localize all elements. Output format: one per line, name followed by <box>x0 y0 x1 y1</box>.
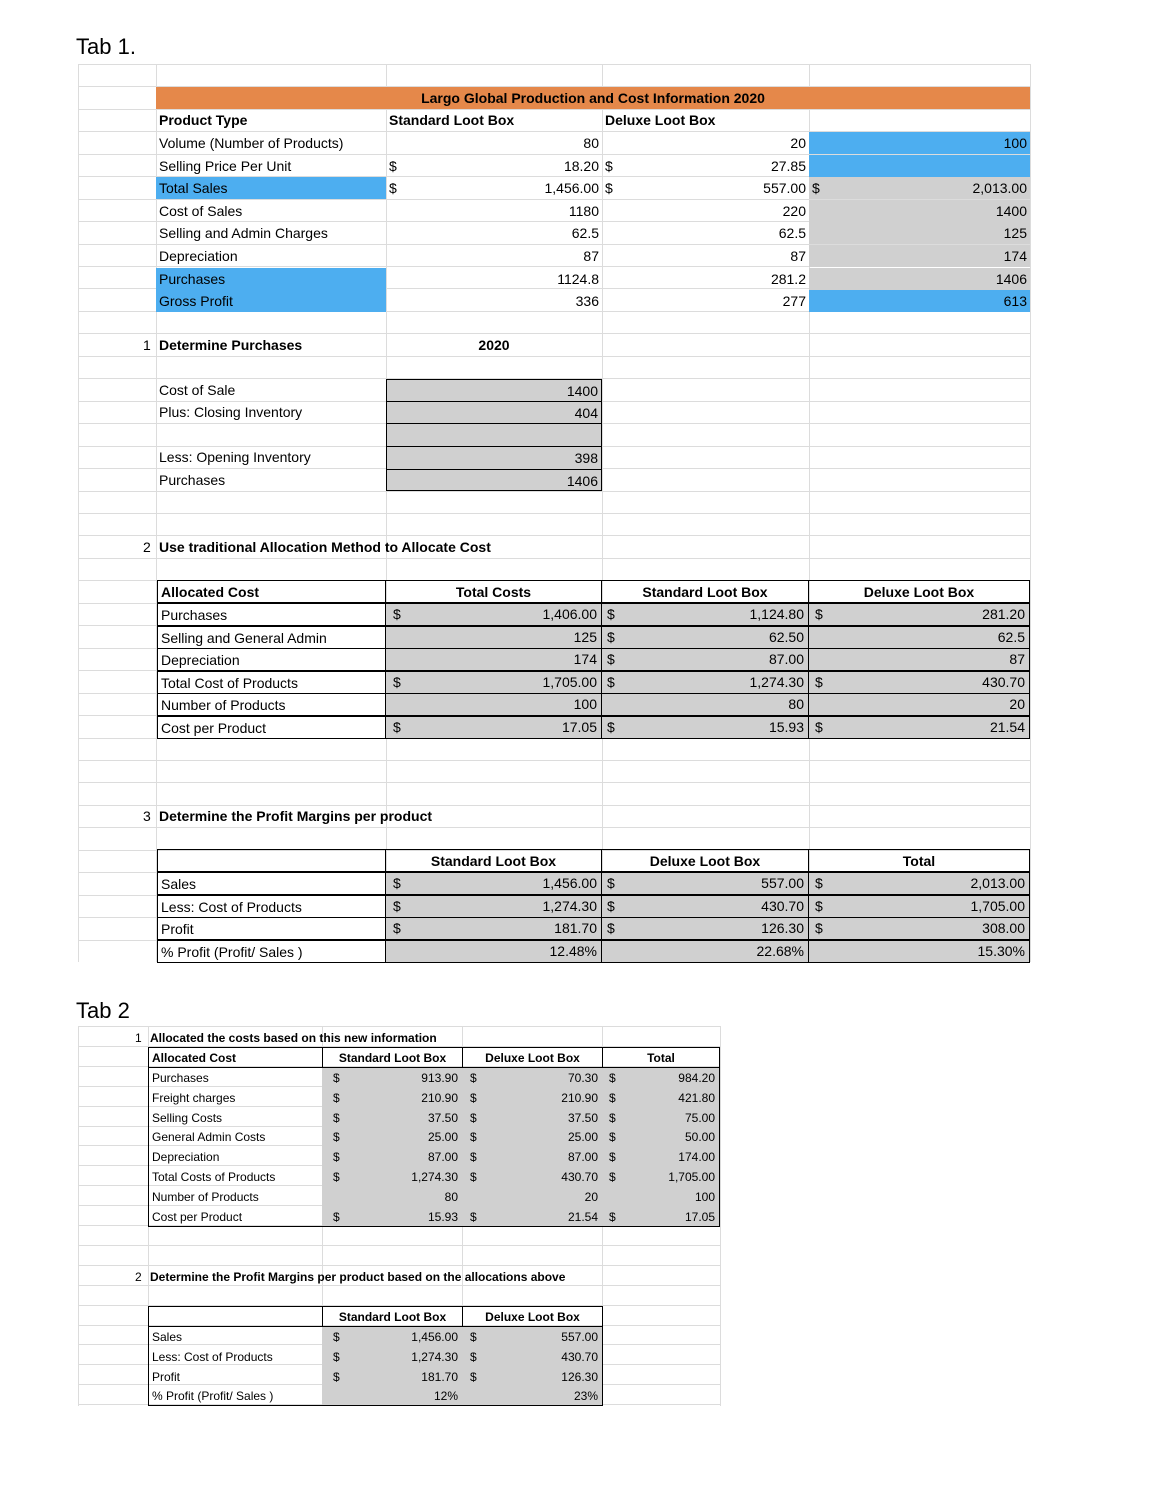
profit-header-total: Total <box>808 849 1030 872</box>
t2-section1-title: Allocated the costs based on this new information <box>150 1031 437 1045</box>
t1-row-dlx-value: 62.5 <box>778 225 806 242</box>
s3-row-label: Profit <box>157 917 386 940</box>
t2s1-row-std-value: 87.00 <box>427 1150 458 1165</box>
profit-header-standard: Standard Loot Box <box>385 849 602 872</box>
s3-row-dlx-currency: $ <box>607 920 615 936</box>
t1-row-total-currency: $ <box>812 180 820 197</box>
t2s1-row-std-currency: $ <box>333 1170 340 1184</box>
t2s1-row-total-value: 75.00 <box>684 1110 715 1125</box>
t2s1-row-total-currency: $ <box>609 1170 616 1184</box>
s2-row-dlx-value: 87 <box>1009 651 1025 667</box>
t2s2-row-std-currency: $ <box>333 1330 340 1344</box>
t2s1-row-dlx-currency: $ <box>470 1071 477 1085</box>
t2s1-row-label: General Admin Costs <box>148 1127 323 1147</box>
s2-row-dlx-value: 430.70 <box>982 673 1025 690</box>
t2s1-row-total-currency: $ <box>609 1150 616 1165</box>
t2s2-row-label: Profit <box>148 1367 323 1387</box>
t2s1-row-label: Cost per Product <box>148 1207 323 1227</box>
s2-row-total-value: 125 <box>573 628 597 645</box>
t1-row-total-value: 125 <box>1003 225 1027 242</box>
s3-row-dlx-value: 126.30 <box>761 920 804 936</box>
t2s1-row-dlx-value: 87.00 <box>567 1150 598 1165</box>
t2s2-row-std-currency: $ <box>333 1369 340 1384</box>
t2s1-row-std-value: 25.00 <box>427 1130 458 1145</box>
s2-row-std-currency: $ <box>607 718 615 735</box>
s2-row-dlx-value: 21.54 <box>989 718 1025 735</box>
t1-row-std-value: 62.5 <box>571 225 599 242</box>
s2-row-std-currency: $ <box>607 606 615 622</box>
t1-row-label: Volume (Number of Products) <box>159 135 344 151</box>
purchases-label: Purchases <box>159 472 226 488</box>
s2-row-total-value: 1,406.00 <box>542 606 597 622</box>
t2s1-row-total-currency: $ <box>609 1071 616 1085</box>
s3-row-dlx-currency: $ <box>607 875 615 891</box>
profit-header-deluxe: Deluxe Loot Box <box>601 849 809 872</box>
t2-section1-num: 1 <box>135 1031 142 1045</box>
t2s2-row-dlx-value: 430.70 <box>561 1349 598 1364</box>
s3-row-dlx-currency: $ <box>607 897 615 914</box>
s3-row-dlx-value: 430.70 <box>761 897 804 914</box>
s2-row-total-currency: $ <box>393 673 401 690</box>
t2s1-row-dlx-value: 21.54 <box>567 1209 598 1224</box>
s2-row-label: Cost per Product <box>157 716 386 739</box>
alloc-header-total: Total Costs <box>385 580 602 603</box>
t1-row-total-value: 2,013.00 <box>972 180 1027 197</box>
t1-row-dlx-value: 27.85 <box>770 157 806 174</box>
t2-profit-header-standard: Standard Loot Box <box>322 1306 463 1327</box>
s3-row-std-currency: $ <box>393 920 401 936</box>
t2s1-row-std-currency: $ <box>333 1090 340 1105</box>
t2s1-row-std-value: 37.50 <box>427 1110 458 1125</box>
t2s1-row-std-currency: $ <box>333 1071 340 1085</box>
closing-inventory-label: Plus: Closing Inventory <box>159 404 303 420</box>
t2s1-row-dlx-currency: $ <box>470 1209 477 1224</box>
t2s1-row-label: Purchases <box>148 1068 323 1088</box>
s2-row-dlx-currency: $ <box>815 606 823 622</box>
t2s1-row-total-value: 100 <box>694 1189 715 1204</box>
t2s1-row-dlx-value: 210.90 <box>561 1090 598 1105</box>
t2s2-row-dlx-currency: $ <box>470 1369 477 1384</box>
t2s1-row-total-value: 421.80 <box>678 1090 715 1105</box>
t2s1-row-std-value: 15.93 <box>427 1209 458 1224</box>
t2s1-row-std-currency: $ <box>333 1110 340 1125</box>
s3-row-dlx-value: 557.00 <box>761 875 804 891</box>
t2s1-row-std-currency: $ <box>333 1130 340 1145</box>
t2-alloc-header-label: Allocated Cost <box>148 1047 323 1068</box>
section1-num: 1 <box>143 337 151 353</box>
s2-row-label: Number of Products <box>157 693 386 716</box>
t1-row-label: Purchases <box>156 268 386 290</box>
section3-title: Determine the Profit Margins per product <box>159 808 433 824</box>
t2s1-row-total-value: 1,705.00 <box>668 1170 715 1184</box>
t2s1-row-total-value: 984.20 <box>678 1071 715 1085</box>
cost-of-sale-value: 1400 <box>386 379 602 402</box>
tab1-label: Tab 1. <box>76 34 136 59</box>
t2s1-row-dlx-value: 70.30 <box>567 1071 598 1085</box>
purchases-value: 1406 <box>386 469 602 491</box>
s2-row-total-value: 174 <box>573 651 597 667</box>
s3-row-std-value: 12.48% <box>549 942 597 959</box>
t2-alloc-header-total: Total <box>602 1047 720 1068</box>
t2s1-row-dlx-currency: $ <box>470 1150 477 1165</box>
t2s2-row-label: Sales <box>148 1327 323 1347</box>
t2s1-row-total-value: 174.00 <box>678 1150 715 1165</box>
s2-row-std-value: 87.00 <box>768 651 804 667</box>
t1-row-std-value: 80 <box>583 135 599 151</box>
t2s1-row-total-currency: $ <box>609 1090 616 1105</box>
t1-row-label: Gross Profit <box>156 290 386 312</box>
t2s1-row-label: Total Costs of Products <box>148 1167 323 1187</box>
t1-row-total-value: 174 <box>1003 248 1027 264</box>
t2s1-row-dlx-value: 37.50 <box>567 1110 598 1125</box>
s3-row-total-value: 15.30% <box>977 942 1025 959</box>
t2-alloc-header-deluxe: Deluxe Loot Box <box>462 1047 603 1068</box>
t2s2-row-std-value: 1,274.30 <box>411 1349 458 1364</box>
s2-row-dlx-value: 20 <box>1009 696 1025 712</box>
t2s2-row-std-value: 12% <box>433 1389 458 1404</box>
t1-row-std-currency: $ <box>389 180 397 197</box>
t2s2-row-dlx-value: 23% <box>573 1389 598 1404</box>
s3-row-label: % Profit (Profit/ Sales ) <box>157 940 386 963</box>
t1-row-std-value: 1,456.00 <box>544 180 599 197</box>
t1-row-std-currency: $ <box>389 157 397 174</box>
section1-year: 2020 <box>478 337 510 353</box>
s3-row-total-currency: $ <box>815 897 823 914</box>
t2s1-row-label: Depreciation <box>148 1147 323 1167</box>
t1-row-total-cell <box>809 155 1030 177</box>
s2-row-dlx-value: 281.20 <box>982 606 1025 622</box>
t2s1-row-label: Number of Products <box>148 1187 323 1207</box>
t1-row-label: Total Sales <box>156 177 386 199</box>
s2-row-std-value: 15.93 <box>768 718 804 735</box>
s3-row-dlx-value: 22.68% <box>756 942 804 959</box>
s3-row-std-value: 181.70 <box>554 920 597 936</box>
t2s2-row-dlx-value: 126.30 <box>561 1369 598 1384</box>
section2-num: 2 <box>143 539 151 555</box>
t1-row-std-value: 336 <box>575 293 599 310</box>
opening-inventory-label: Less: Opening Inventory <box>159 449 311 465</box>
t2s1-row-dlx-currency: $ <box>470 1090 477 1105</box>
s2-row-dlx-currency: $ <box>815 673 823 690</box>
profit-header-blank <box>157 849 386 872</box>
t2s1-row-dlx-value: 25.00 <box>567 1130 598 1145</box>
t1-row-label: Selling Price Per Unit <box>159 157 292 174</box>
t1-row-std-value: 1124.8 <box>557 270 599 287</box>
t2s1-row-total-currency: $ <box>609 1110 616 1125</box>
t1-row-dlx-currency: $ <box>605 157 613 174</box>
s3-row-label: Less: Cost of Products <box>157 895 386 918</box>
section3-num: 3 <box>143 808 151 824</box>
t2s2-row-dlx-value: 557.00 <box>561 1330 598 1344</box>
t2s2-row-label: Less: Cost of Products <box>148 1347 323 1367</box>
t2s2-row-label: % Profit (Profit/ Sales ) <box>148 1386 323 1406</box>
t1-row-dlx-value: 87 <box>790 248 806 264</box>
s3-row-label: Sales <box>157 872 386 895</box>
t2s1-row-dlx-value: 430.70 <box>561 1170 598 1184</box>
t2s2-row-dlx-currency: $ <box>470 1349 477 1364</box>
product-type-header: Product Type <box>159 112 248 128</box>
s3-row-total-value: 308.00 <box>982 920 1025 936</box>
t1-row-dlx-currency: $ <box>605 180 613 197</box>
t2s1-row-total-value: 50.00 <box>684 1130 715 1145</box>
alloc-header-standard: Standard Loot Box <box>601 580 809 603</box>
s3-row-std-currency: $ <box>393 875 401 891</box>
production-title-text: Largo Global Production and Cost Information 2020 <box>421 90 765 106</box>
s3-row-total-value: 2,013.00 <box>970 875 1025 891</box>
s2-row-dlx-value: 62.5 <box>997 628 1025 645</box>
t2s2-row-std-currency: $ <box>333 1349 340 1364</box>
t1-row-total-value: 1400 <box>995 202 1027 219</box>
t1-row-total-value: 1406 <box>995 270 1027 287</box>
s2-row-std-value: 62.50 <box>768 628 804 645</box>
t2s1-row-label: Selling Costs <box>148 1108 323 1128</box>
t1-row-std-value: 1180 <box>568 202 599 219</box>
t1-row-label: Cost of Sales <box>159 202 243 219</box>
t2s2-row-dlx-currency: $ <box>470 1330 477 1344</box>
t1-row-dlx-value: 220 <box>782 202 806 219</box>
section2-title: Use traditional Allocation Method to Allocate Cost <box>159 539 491 555</box>
t2s1-row-std-currency: $ <box>333 1209 340 1224</box>
s2-row-std-currency: $ <box>607 673 615 690</box>
alloc-header-deluxe: Deluxe Loot Box <box>808 580 1030 603</box>
t1-row-label: Selling and Admin Charges <box>159 225 328 242</box>
standard-header: Standard Loot Box <box>389 112 515 128</box>
tab2-label: Tab 2 <box>76 998 130 1023</box>
t2-profit-header-deluxe: Deluxe Loot Box <box>462 1306 603 1327</box>
s3-row-std-value: 1,274.30 <box>542 897 597 914</box>
section1-title: Determine Purchases <box>159 337 303 353</box>
s2-row-std-value: 1,274.30 <box>749 673 804 690</box>
closing-inventory-value: 404 <box>386 401 602 424</box>
t2s1-row-label: Freight charges <box>148 1088 323 1108</box>
t2s2-row-std-value: 1,456.00 <box>411 1330 458 1344</box>
deluxe-header: Deluxe Loot Box <box>605 112 716 128</box>
t2s1-row-std-currency: $ <box>333 1150 340 1165</box>
t2-section2-title: Determine the Profit Margins per product based on the allocations above <box>150 1270 566 1284</box>
t2s1-row-dlx-currency: $ <box>470 1170 477 1184</box>
t1-row-total-value: 613 <box>1003 293 1027 310</box>
s3-row-std-value: 1,456.00 <box>542 875 597 891</box>
t2s1-row-dlx-value: 20 <box>584 1189 598 1204</box>
s3-row-std-currency: $ <box>393 897 401 914</box>
t1-row-std-value: 87 <box>583 248 599 264</box>
s2-row-std-value: 1,124.80 <box>749 606 804 622</box>
s2-row-total-currency: $ <box>393 718 401 735</box>
s2-row-label: Purchases <box>157 603 386 626</box>
s2-row-std-currency: $ <box>607 628 615 645</box>
t1-row-total-value: 100 <box>1003 135 1027 151</box>
t2s1-row-total-value: 17.05 <box>684 1209 715 1224</box>
t2s2-row-std-value: 181.70 <box>421 1369 458 1384</box>
t1-row-dlx-value: 281.2 <box>770 270 806 287</box>
s3-row-total-value: 1,705.00 <box>970 897 1025 914</box>
blank-value <box>386 423 602 447</box>
t2s1-row-std-value: 80 <box>444 1189 458 1204</box>
t2s1-row-std-value: 913.90 <box>421 1071 458 1085</box>
alloc-header-label: Allocated Cost <box>157 580 386 603</box>
cost-of-sale-label: Cost of Sale <box>159 382 236 398</box>
s2-row-total-value: 100 <box>573 696 597 712</box>
t2-profit-header-blank <box>148 1306 323 1327</box>
t1-row-std-value: 18.20 <box>563 157 599 174</box>
production-title <box>156 87 1030 109</box>
t2s1-row-std-value: 210.90 <box>421 1090 458 1105</box>
t2s1-row-total-currency: $ <box>609 1130 616 1145</box>
t1-row-label: Depreciation <box>159 248 238 264</box>
s2-row-std-value: 80 <box>788 696 804 712</box>
s2-row-label: Depreciation <box>157 648 386 671</box>
s2-row-std-currency: $ <box>607 651 615 667</box>
s2-row-label: Selling and General Admin <box>157 626 386 649</box>
s2-row-total-value: 1,705.00 <box>542 673 597 690</box>
t1-row-dlx-value: 20 <box>790 135 806 151</box>
t2s1-row-dlx-currency: $ <box>470 1130 477 1145</box>
t2-alloc-header-standard: Standard Loot Box <box>322 1047 463 1068</box>
t1-row-dlx-value: 557.00 <box>763 180 806 197</box>
s3-row-total-currency: $ <box>815 920 823 936</box>
s2-row-dlx-currency: $ <box>815 718 823 735</box>
t2-section2-num: 2 <box>135 1270 142 1284</box>
t2s1-row-dlx-currency: $ <box>470 1110 477 1125</box>
s2-row-label: Total Cost of Products <box>157 671 386 694</box>
s3-row-total-currency: $ <box>815 875 823 891</box>
opening-inventory-value: 398 <box>386 446 602 470</box>
t2s1-row-std-value: 1,274.30 <box>411 1170 458 1184</box>
s2-row-total-currency: $ <box>393 606 401 622</box>
t2s1-row-total-currency: $ <box>609 1209 616 1224</box>
t1-row-dlx-value: 277 <box>782 293 806 310</box>
s2-row-total-value: 17.05 <box>561 718 597 735</box>
